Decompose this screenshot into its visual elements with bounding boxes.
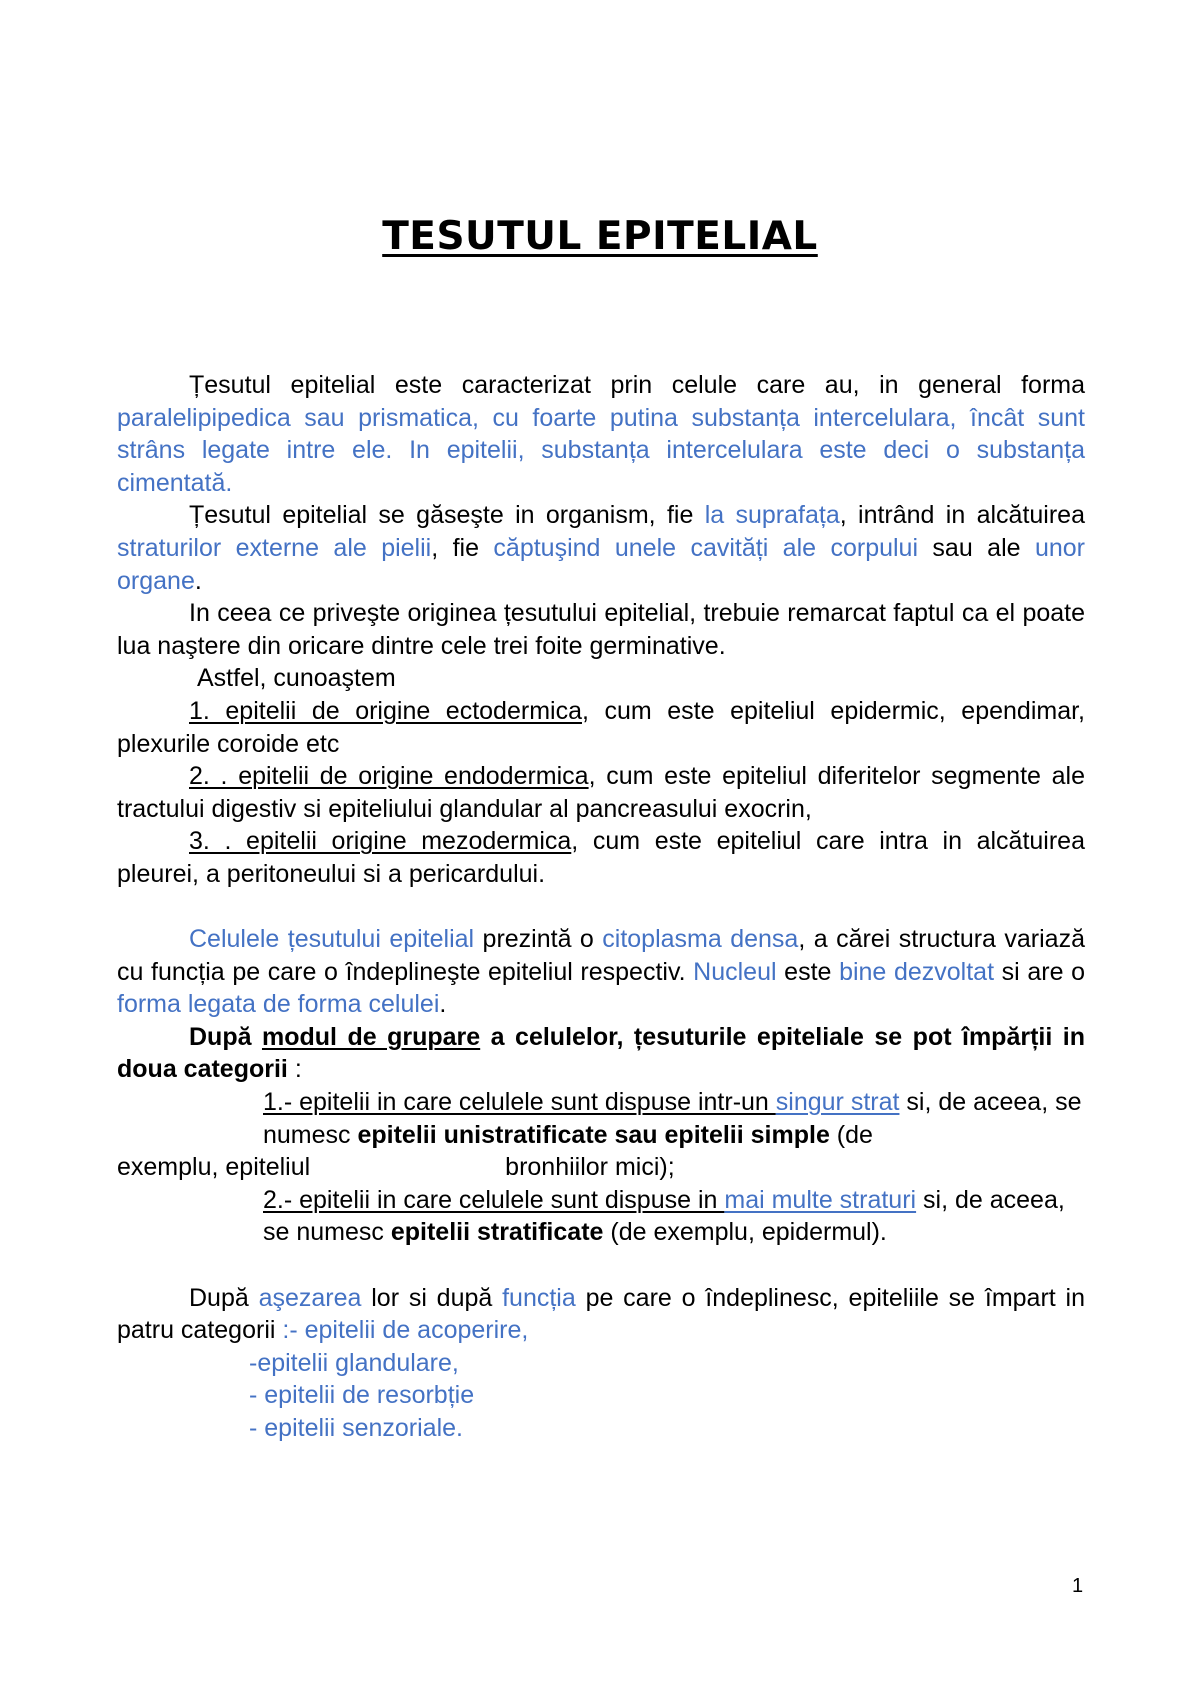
paragraph-cells <box>117 923 1085 1021</box>
origin-item-ectoderm <box>117 695 1085 760</box>
highlight-text: unor organe <box>117 533 1085 595</box>
text: si, de aceea, se numesc <box>263 1185 1065 1247</box>
highlight-text: forma legata de forma celulei <box>117 990 440 1019</box>
text: (de <box>829 1120 873 1149</box>
category-simple <box>117 1086 1085 1151</box>
bold-text: epitelii stratificate <box>390 1218 604 1247</box>
text: si are o <box>994 957 1086 986</box>
paragraph-astfel: Astfel, cunoaştem <box>197 664 396 693</box>
text: , a cărei structura variază cu funcția pe care o îndeplineşte epiteliul respectiv. <box>117 925 1085 986</box>
highlight-text: :- epitelii de acoperire, <box>282 1316 529 1345</box>
text: este <box>776 957 840 986</box>
text: prezintă o <box>474 925 603 954</box>
underlined-text: 2.- epitelii in care celulele sunt dispuse in <box>263 1185 725 1214</box>
highlight-text: singur strat <box>775 1088 900 1117</box>
text: După <box>189 1283 259 1312</box>
spacer <box>117 1249 1085 1282</box>
text: . <box>194 566 202 595</box>
highlight-text: straturilor externe ale pielii <box>117 533 432 562</box>
highlight-text: Celulele țesutului epitelial <box>189 925 475 954</box>
paragraph-function <box>117 1282 1085 1347</box>
origin-label: 2. . epitelii de origine endodermica <box>189 762 589 791</box>
text: După <box>189 1022 262 1051</box>
underlined-text: modul de grupare <box>261 1022 481 1051</box>
highlight-text: paralelipipedica sau prismatica, cu foarte putina substanța intercelulara, încât sunt strâns legate intre ele. In epitelii, substanța intercelulara este deci o substanța cimentată. <box>117 403 1085 497</box>
highlight-text: căptuşind unele cavități ale corpului <box>493 533 919 562</box>
category-stratified <box>117 1184 1085 1249</box>
text: Țesutul epitelial este caracterizat prin celule care au, in general forma <box>189 371 1085 399</box>
origin-item-mesoderm <box>117 825 1085 890</box>
page-title: TESUTUL EPITELIAL <box>382 214 818 259</box>
origin-desc: , cum este epiteliul care intra in alcătuirea pleurei, a peritoneului si a pericardului. <box>117 827 1085 888</box>
list-item: - epitelii senzoriale. <box>249 1414 463 1442</box>
list-item: - epitelii de resorbție <box>249 1381 475 1410</box>
spacer <box>117 891 1085 924</box>
page-number: 1 <box>1072 1575 1084 1597</box>
paragraph-grouping <box>117 1021 1085 1086</box>
text: bronhiilor mici); <box>505 1153 675 1182</box>
origin-desc: , cum este epiteliul epidermic, ependimar, plexurile coroide etc <box>117 696 1085 758</box>
text: Țesutul epitelial se găseşte in organism, fie <box>189 501 705 530</box>
document-body <box>117 369 1085 1445</box>
paragraph-intro <box>117 369 1085 499</box>
text: : <box>287 1055 302 1084</box>
highlight-text: aşezarea <box>258 1283 362 1312</box>
paragraph-origin: In ceea ce priveşte originea țesutului epitelial, trebuie remarcat faptul ca el poate lua naştere din oricare dintre cele trei foite germinative. <box>117 599 1085 660</box>
text: (de exemplu, epidermul). <box>603 1218 887 1247</box>
text: sau ale <box>918 533 1035 562</box>
origin-label: 3. . epitelii origine mezodermica <box>189 827 572 856</box>
text: si, de aceea, se numesc <box>263 1088 1082 1149</box>
highlight-text: bine dezvoltat <box>839 957 995 986</box>
category-simple-continued <box>117 1151 1085 1184</box>
paragraph-location <box>117 499 1085 597</box>
origin-label: 1. epitelii de origine ectodermica <box>189 696 582 725</box>
origin-item-endoderm <box>117 760 1085 825</box>
bold-text: epitelii unistratificate sau epitelii simple <box>357 1120 830 1149</box>
text: . <box>439 990 447 1019</box>
text: , fie <box>431 533 494 562</box>
highlight-text: citoplasma densa <box>602 925 799 954</box>
list-item: -epitelii glandulare, <box>249 1348 459 1377</box>
text: pe care o îndeplinesc, epiteliile se împart in patru categorii <box>117 1283 1085 1345</box>
highlight-text: la suprafața <box>704 501 840 530</box>
text: a celulelor, țesuturile epiteliale se pot împărții in doua categorii <box>117 1022 1085 1084</box>
highlight-text: funcția <box>502 1283 576 1312</box>
text: , intrând in alcătuirea <box>839 501 1085 530</box>
highlight-text: mai multe straturi <box>724 1185 917 1214</box>
origin-desc: , cum este epiteliul diferitelor segmente ale tractului digestiv si epiteliului glandular al pancreasului exocrin, <box>117 762 1085 823</box>
underlined-text: 1.- epitelii in care celulele sunt dispuse intr-un <box>263 1088 776 1117</box>
text: lor si după <box>361 1283 503 1312</box>
text: exemplu, epiteliul <box>117 1153 311 1182</box>
highlight-text: Nucleul <box>693 957 777 986</box>
